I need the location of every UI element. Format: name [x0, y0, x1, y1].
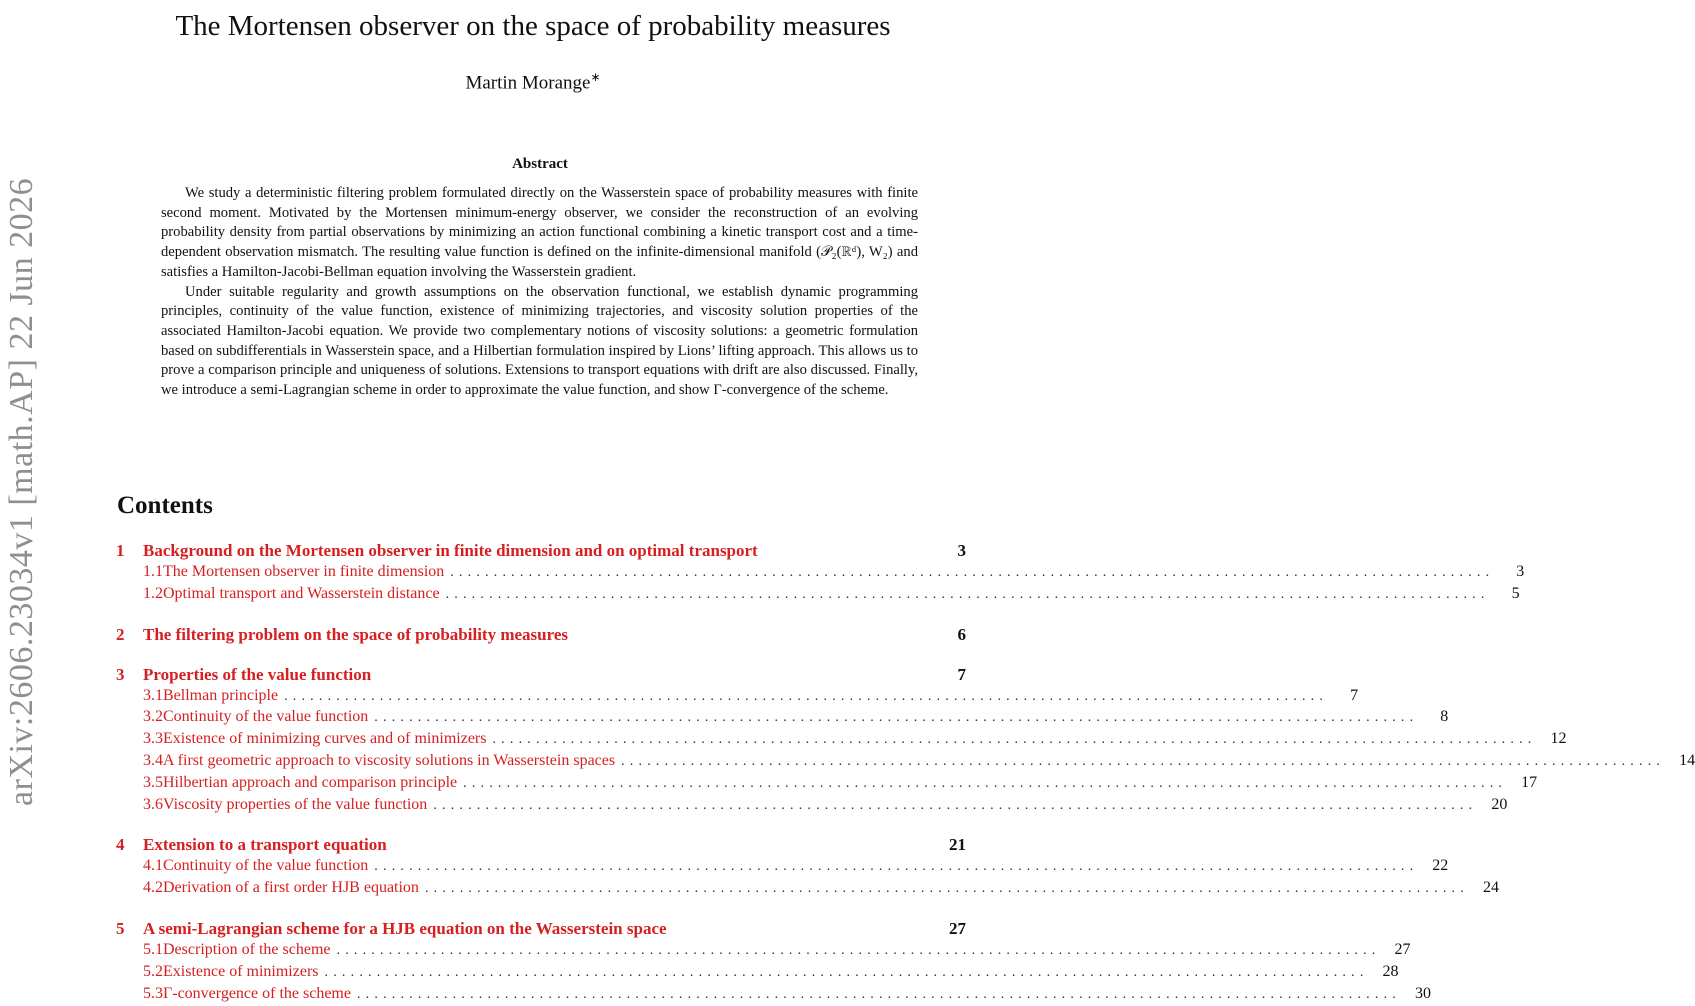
toc-subsection-title[interactable]: Derivation of a first order HJB equation: [163, 879, 419, 897]
toc-section-num[interactable]: 4: [116, 835, 125, 855]
toc-subsection-5-1[interactable]: [116, 940, 1411, 963]
toc-subsection-1-2[interactable]: [116, 584, 1520, 607]
toc-gap: [116, 817, 966, 835]
toc-section-title[interactable]: Extension to a transport equation: [143, 835, 387, 855]
abstract-paragraph-2: Under suitable regularity and growth assumptions on the observation functional, we establish dynamic programming principles, continuity of the value function, existence of minimizing trajectories, and viscosity solution properties of the associated Hamilton-Jacobi equation. We provide two complementary notions of viscosity solutions: a geometric formulation based on subdifferentials in Wasserstein space, and a Hilbertian formulation inspired by Lions’ lifting approach. This allows us to prove a comparison principle and uniqueness of solutions. Extensions to transport equations with drift are also discussed. Finally, we introduce a semi-Lagrangian scheme in order to approximate the value function, and show Γ-convergence of the scheme.: [161, 283, 918, 399]
toc-subsection-5-2[interactable]: [116, 962, 1399, 985]
toc-subsection-3-1[interactable]: [116, 686, 1359, 709]
toc-subsection-page: 30: [1414, 984, 1431, 1002]
toc-dot-leader: ........................................................................................................................: [433, 797, 1478, 813]
abstract-body: [161, 184, 918, 401]
toc-section-num[interactable]: 3: [116, 664, 125, 684]
author-footnote-mark: ∗: [590, 70, 601, 84]
contents-heading: Contents: [117, 492, 213, 519]
toc-subsection-4-2[interactable]: [116, 879, 1499, 901]
toc-subsection-page: 20: [1491, 795, 1508, 813]
table-of-contents: [116, 541, 1695, 1006]
toc-subsection-page: 28: [1382, 962, 1399, 980]
toc-section-page: 6: [957, 624, 966, 644]
toc-gap: [116, 901, 966, 919]
toc-subsection-number[interactable]: 4.1: [143, 857, 163, 875]
toc-section-title[interactable]: Properties of the value function: [143, 664, 372, 684]
toc-subsection-number[interactable]: 1.2: [143, 584, 163, 602]
toc-section-page: 7: [957, 664, 966, 684]
toc-section-num[interactable]: 5: [116, 918, 125, 938]
toc-subsection-title[interactable]: Existence of minimizers: [163, 962, 319, 980]
toc-subsection-page: 8: [1440, 708, 1449, 726]
toc-dot-leader: ........................................................................................................................: [445, 586, 1490, 602]
toc-subsection-page: 24: [1482, 879, 1499, 897]
toc-subsection-number[interactable]: 5.3: [143, 984, 163, 1002]
toc-subsection-title[interactable]: Description of the scheme: [163, 940, 331, 958]
toc-section-page: 3: [957, 541, 966, 560]
toc-section-4[interactable]: [116, 835, 966, 857]
toc-section-2[interactable]: [116, 625, 966, 647]
toc-subsection-page: 17: [1521, 773, 1538, 791]
toc-dot-leader: ........................................................................................................................: [284, 688, 1329, 704]
toc-subsection-page: 22: [1432, 857, 1449, 875]
toc-subsection-page: 12: [1550, 730, 1567, 748]
toc-dot-leader: ........................................................................................................................: [450, 565, 1495, 580]
toc-dot-leader: ........................................................................................................................: [492, 732, 1537, 748]
paper-title: The Mortensen observer on the space of probability measures: [175, 10, 891, 42]
toc-subsection-number[interactable]: 3.6: [143, 795, 163, 813]
toc-section-5[interactable]: [116, 919, 966, 941]
toc-subsection-number[interactable]: 4.2: [143, 879, 163, 897]
toc-subsection-1-1[interactable]: [116, 563, 1525, 585]
toc-dot-leader: ........................................................................................................................: [463, 775, 1508, 791]
toc-subsection-3-3[interactable]: [116, 730, 1567, 752]
toc-subsection-title[interactable]: Γ-convergence of the scheme: [163, 984, 351, 1002]
toc-subsection-3-2[interactable]: [116, 708, 1449, 730]
toc-dot-leader: ........................................................................................................................: [374, 710, 1419, 726]
arxiv-identifier-sidebar: arXiv:2606.23034v1 [math.AP] 22 Jun 2026: [3, 177, 40, 806]
abstract-heading: Abstract: [512, 156, 568, 172]
toc-section-num[interactable]: 1: [116, 541, 125, 560]
toc-subsection-title[interactable]: Continuity of the value function: [163, 857, 369, 875]
toc-subsection-title[interactable]: Hilbertian approach and comparison principle: [163, 773, 458, 791]
toc-section-title[interactable]: Background on the Mortensen observer in finite dimension and on optimal transport: [143, 541, 758, 560]
toc-subsection-page: 7: [1350, 686, 1359, 704]
toc-section-title[interactable]: The filtering problem on the space of probability measures: [143, 624, 568, 644]
toc-dot-leader: ........................................................................................................................: [621, 753, 1666, 769]
toc-subsection-number[interactable]: 3.5: [143, 773, 163, 791]
toc-gap: [116, 647, 966, 665]
toc-section-num[interactable]: 2: [116, 624, 125, 644]
toc-dot-leader: ........................................................................................................................: [424, 881, 1469, 897]
author-name: Martin Morange: [465, 72, 591, 94]
toc-subsection-title[interactable]: Optimal transport and Wasserstein distance: [163, 584, 440, 602]
abstract-paragraph-1: We study a deterministic filtering problem formulated directly on the Wasserstein space of probability measures with finite second moment. Motivated by the Mortensen minimum-energy observer, we consider the reconstruction of an evolving probability density from partial observations by minimizing an action functional combining a kinetic transport cost and a time-dependent observation mismatch. The resulting value function is defined on the infinite-dimensional manifold (𝒫₂(ℝᵈ), W₂) and satisfies a Hamilton-Jacobi-Bellman equation involving the Wasserstein gradient.: [161, 185, 918, 280]
toc-subsection-number[interactable]: 3.3: [143, 730, 163, 748]
toc-subsection-4-1[interactable]: [116, 857, 1449, 879]
toc-subsection-page: 27: [1394, 940, 1411, 958]
toc-subsection-page: 14: [1679, 751, 1695, 769]
toc-subsection-number[interactable]: 5.2: [143, 962, 163, 980]
toc-subsection-title[interactable]: Viscosity properties of the value function: [163, 795, 428, 813]
toc-subsection-title[interactable]: Bellman principle: [163, 686, 279, 704]
toc-section-page: 27: [949, 918, 966, 938]
toc-subsection-number[interactable]: 1.1: [143, 563, 163, 580]
toc-gap: [116, 607, 966, 625]
toc-section-page: 21: [949, 835, 966, 855]
toc-dot-leader: ........................................................................................................................: [336, 942, 1381, 958]
toc-subsection-5-3[interactable]: [116, 984, 1431, 1006]
toc-subsection-title[interactable]: Continuity of the value function: [163, 708, 369, 726]
toc-subsection-number[interactable]: 3.4: [143, 751, 163, 769]
toc-dot-leader: ........................................................................................................................: [324, 964, 1369, 980]
toc-subsection-3-6[interactable]: [116, 795, 1508, 818]
toc-subsection-title[interactable]: Existence of minimizing curves and of minimizers: [163, 730, 487, 748]
toc-subsection-3-4[interactable]: [116, 751, 1695, 774]
toc-subsection-title[interactable]: The Mortensen observer in finite dimension: [163, 563, 445, 580]
toc-subsection-number[interactable]: 3.1: [143, 686, 163, 704]
author-line: [118, 70, 948, 94]
toc-section-1[interactable]: [116, 541, 966, 563]
toc-section-title[interactable]: A semi-Lagrangian scheme for a HJB equation on the Wasserstein space: [143, 918, 667, 938]
toc-subsection-title[interactable]: A first geometric approach to viscosity solutions in Wasserstein spaces: [163, 751, 616, 769]
toc-subsection-number[interactable]: 5.1: [143, 940, 163, 958]
toc-subsection-number[interactable]: 3.2: [143, 708, 163, 726]
toc-dot-leader: ........................................................................................................................: [356, 986, 1401, 1002]
toc-section-3[interactable]: [116, 665, 966, 687]
toc-subsection-3-5[interactable]: [116, 773, 1538, 796]
toc-subsection-page: 5: [1511, 584, 1520, 602]
toc-dot-leader: ........................................................................................................................: [374, 859, 1419, 875]
toc-subsection-page: 3: [1516, 563, 1525, 580]
